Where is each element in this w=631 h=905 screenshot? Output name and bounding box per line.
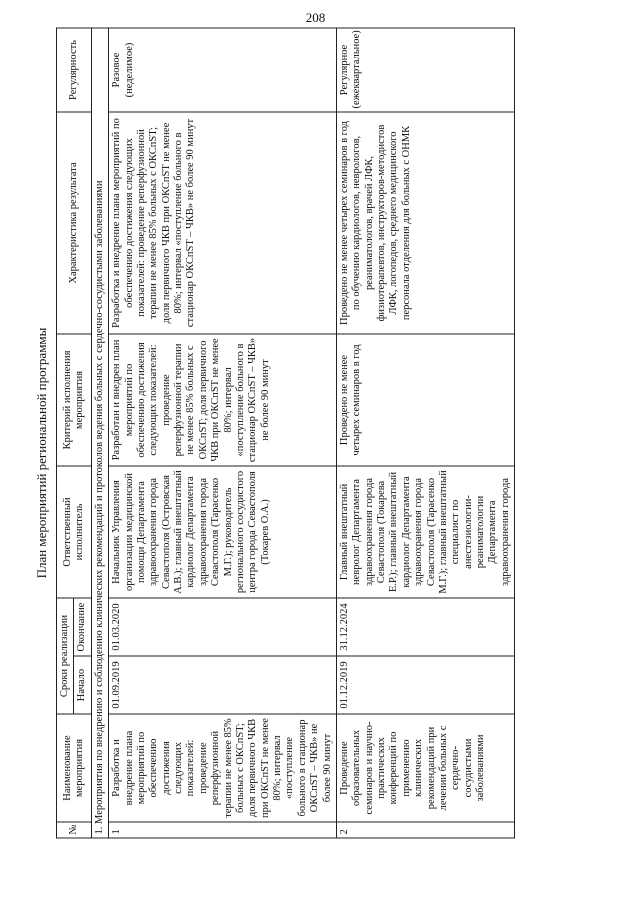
row-name: Разработка и внедрение плана мероприятий по обеспечению достижения следующих показателей: проведение реперфузионной терапии не менее 85% больных с ОКСпST; доля первичного ЧКВ при ОКСпST не менее 80%; интервал «поступление больного в стационар ОКСпST – ЧКВ» не более 90 минут <box>108 714 336 822</box>
row-num: 2 <box>336 822 514 838</box>
row-criterion: Разработан и внедрен план мероприятий по обеспечению достижения следующих показателей: проведение реперфузионной терапии не менее 85% больных с ОКСпST; доля первичного ЧКВ при ОКСпST не менее 80%; интервал «поступление больного в стационар ОКСпST – ЧКВ» не более 90 минут <box>108 333 336 465</box>
row-result: Проведено не менее четырех семинаров в год по обучению кардиологов, неврологов, реаниматологов, врачей ЛФК, физиотерапевтов, инструкторов-методистов ЛФК, логопедов, среднего медицинского персонала отделения для больных с ОНМК <box>336 111 514 333</box>
row-criterion: Проведено не менее четырех семинаров в год <box>336 333 514 465</box>
page-number: 208 <box>305 10 326 25</box>
header-num: № <box>56 822 91 838</box>
rotated-page <box>28 25 604 880</box>
header-end: Окончание <box>73 597 90 655</box>
row-num: 1 <box>108 822 336 838</box>
header-name: Наименование мероприятия <box>56 714 91 822</box>
row-regularity: Регулярное (ежеквартальное) <box>336 27 514 111</box>
row-result: Разработка и внедрение плана мероприятий по обеспечению достижения следующих показателей: проведение реперфузионной терапии не менее 85% больных с ОКСпST; доля первичного ЧКВ при ОКСпST не менее 80%; интервал «поступление больного в стационар ОКСпST – ЧКВ» не более 90 минут <box>108 111 336 333</box>
row-start: 01.12.2019 <box>336 656 514 714</box>
header-criterion: Критерий исполнения мероприятия <box>56 333 91 465</box>
row-regularity: Разовое (неделимое) <box>108 27 336 111</box>
header-result: Характеристика результата <box>56 111 91 333</box>
header-start: Начало <box>73 656 90 714</box>
row-executor: Главный внештатный невролог Департамента здравоохранения города Севастополя (Токарева Е.Р.); главный внештатный кардиолог Департамента здравоохранения города Севастополя (Тарасенко М.Г.); главный внештатный специалист по анестезиологии-реаниматологии Департамента здравоохранения города <box>336 465 514 597</box>
row-executor: Начальник Управления организации медицинской помощи Департамента здравоохранения города Севастополя (Островская А.В.); главный внештатный кардиолог Департамента здравоохранения города Севастополя (Тарасенко М.Г.); руководитель регионального сосудистого центра города Севастополя (Токарев О.А.) <box>108 465 336 597</box>
header-executor: Ответственный исполнитель <box>56 465 91 597</box>
table-row <box>108 27 336 837</box>
header-dates: Сроки реализации <box>56 597 73 713</box>
plan-table <box>56 27 515 838</box>
section-title: 1. Мероприятия по внедрению и соблюдению клинических рекомендаций и протоколов ведения больных с сердечно-сосудистыми заболеваниями <box>91 27 108 837</box>
row-start: 01.09.2019 <box>108 656 336 714</box>
header-regularity: Регулярность <box>56 27 91 111</box>
row-end: 31.12.2024 <box>336 597 514 655</box>
document-title: План мероприятий региональной программы <box>33 327 49 578</box>
table-row <box>336 27 514 837</box>
row-name: Проведение образовательных семинаров и научно-практических конференций по применению клинических рекомендаций при лечении больных с сердечно-сосудистыми заболеваниями <box>336 714 514 822</box>
row-end: 01.03.2020 <box>108 597 336 655</box>
